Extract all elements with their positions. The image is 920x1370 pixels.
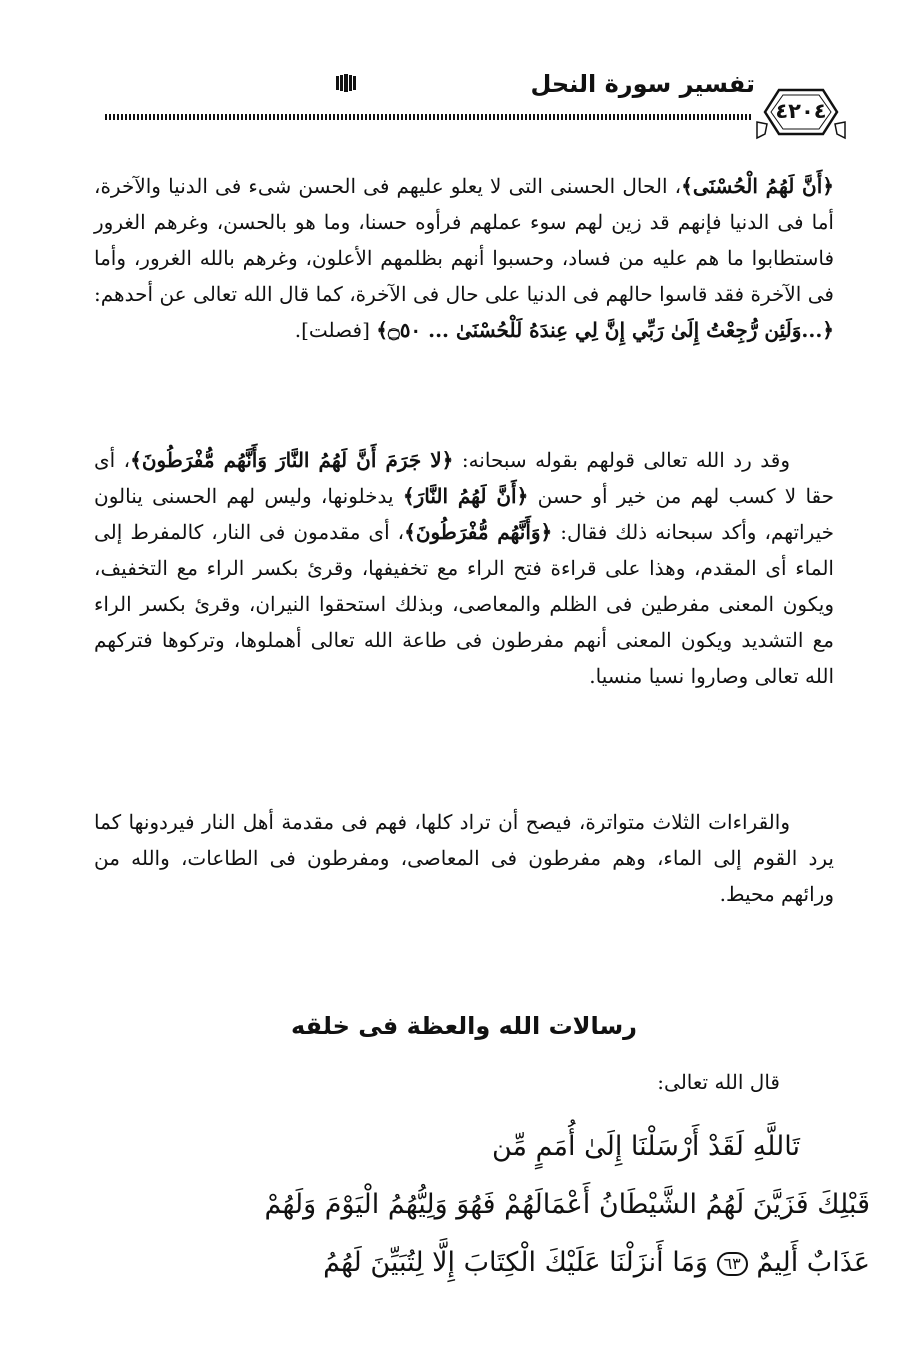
verse-text: عَذَابٌ أَلِيمٌ [756,1247,870,1278]
verse-text: تَاللَّهِ لَقَدْ أَرْسَلْنَا إِلَىٰ أُمَمٍ مِّن [491,1131,800,1162]
verse-intro: قال الله تعالى: [657,1070,780,1094]
header-rule [105,114,753,120]
paragraph-text: ، الحال الحسنى التى لا يعلو عليهم فى الحسن شىء فى الدنيا والآخرة، أما فى الدنيا فإنهم قد زين لهم سوء عملهم فرأوه حسنا، وما هو بالحسن، وغرهم الغرور فاستطابوا ما هم عليه من فساد، وحسبوا أنهم بظلمهم الأعلون، وغرهم بالله الغرور، وأما فى الآخرة فقد قاسوا حالهم فى الدنيا على حال فى الآخرة، كما قال الله تعالى عن أحدهم: [94,174,834,306]
ornament-icon [335,74,357,92]
verse-block [150,1118,870,1292]
page-header [105,62,845,142]
paragraph-text: ، أى حقا لا كسب لهم من خير أو حسن [94,448,835,508]
quran-quote: ﴿لا جَرَمَ أَنَّ لَهُمُ النَّارَ وَأَنَّهُم مُّفْرَطُونَ﴾ [130,448,454,472]
surah-reference: [فصلت]. [294,318,370,342]
quran-quote: ﴿وَأَنَّهُم مُّفْرَطُونَ﴾ [404,520,553,544]
verse-line-2 [150,1176,870,1234]
quran-quote: ﴿...وَلَئِن رُّجِعْتُ إِلَىٰ رَبِّي إِنَّ لِي عِندَهُ لَلْحُسْنَىٰ ... ۝٥٠﴾ [376,318,834,342]
ayah-number-marker: ٦٣ [717,1252,748,1276]
paragraph-2 [94,442,834,804]
quran-quote: ﴿أَنَّ لَهُمُ النَّارَ﴾ [402,484,529,508]
section-heading: رسالات الله والعظة فى خلقه [291,1012,637,1040]
verse-line-3 [150,1234,870,1292]
page-number: ٤٢٠٤ [775,99,827,123]
quran-quote: ﴿أَنَّ لَهُمُ الْحُسْنَى﴾ [681,174,834,198]
paragraph-3: والقراءات الثلاث متواترة، فيصح أن تراد كلها، فهم فى مقدمة أهل النار فيردونها كما يرد القوم إلى الماء، وهم مفرطون فى المعاصى، ومفرطون فى الطاعات، والله من ورائهم محيط. [94,810,834,906]
paragraph-text: ، أى مقدمون فى النار، كالمفرط إلى الماء أى المقدم، وهذا على قراءة فتح الراء مع تخفيفها، وقرئ بكسر الراء مع التخفيف، ويكون المعنى مفرطين فى الظلم والمعاصى، وبذلك استحقوا النيران، وقرئ بكسر الراء مع التشديد ويكون المعنى أنهم مفرطون فى طاعة الله تعالى أهملوها، وتركوها فتركهم الله تعالى وصاروا نسيا منسيا. [94,520,834,688]
paragraph-1 [94,168,834,442]
verse-line-1 [150,1118,870,1176]
page-number-badge [755,84,847,140]
verse-text: وَمَا أَنزَلْنَا عَلَيْكَ الْكِتَابَ إِلَّا لِتُبَيِّنَ لَهُمُ [323,1247,708,1278]
verse-text: قَبْلِكَ فَزَيَّنَ لَهُمُ الشَّيْطَانُ أَعْمَالَهُمْ فَهُوَ وَلِيُّهُمُ الْيَوْمَ وَلَهُمْ [264,1189,870,1220]
paragraph-text: وقد رد الله تعالى قولهم بقوله سبحانه: [461,448,790,472]
running-title: تفسير سورة النحل [530,70,755,98]
body-text [94,168,834,934]
paragraph-text: يدخلونها، وليس لهم الحسنى ينالون خيراتهم، وأكد سبحانه ذلك فقال: [94,484,835,544]
